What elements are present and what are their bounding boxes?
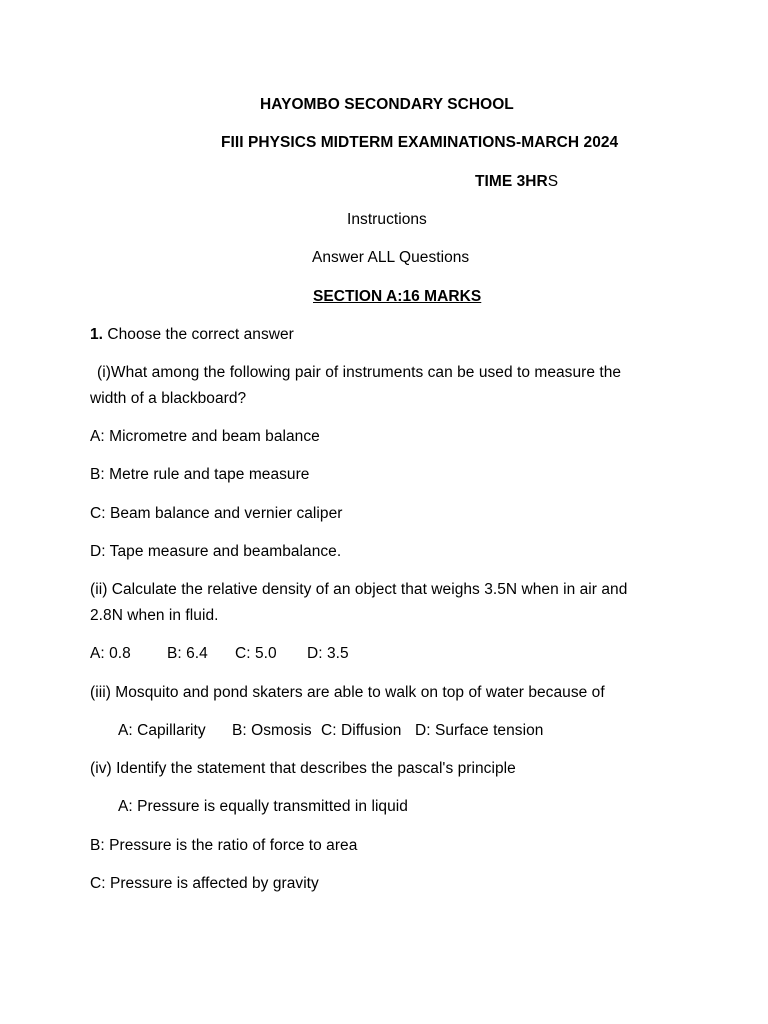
question-ii-option-d: D: 3.5 <box>307 645 349 662</box>
question-i-stem-line-1: (i)What among the following pair of instruments can be used to measure the <box>97 364 622 381</box>
question-i-stem-line-2: width of a blackboard? <box>90 390 247 407</box>
time-allowed <box>475 172 558 192</box>
question-i-option-a: A: Micrometre and beam balance <box>90 428 320 445</box>
time-label: TIME 3HR <box>475 173 548 190</box>
question-1-heading <box>90 325 294 345</box>
question-ii-option-b: B: 6.4 <box>167 645 208 662</box>
question-ii-option-c: C: 5.0 <box>235 645 277 662</box>
question-number: 1. <box>90 326 104 343</box>
question-ii-stem-line-2: 2.8N when in fluid. <box>90 607 219 624</box>
question-ii-stem-line-1: (ii) Calculate the relative density of an object that weighs 3.5N when in air and <box>90 581 628 598</box>
section-a-heading: SECTION A:16 MARKS <box>313 288 482 305</box>
answer-all-instruction: Answer ALL Questions <box>312 249 470 266</box>
exam-title: FIII PHYSICS MIDTERM EXAMINATIONS-MARCH 2024 <box>221 134 619 151</box>
question-iii-option-c: C: Diffusion <box>321 722 402 739</box>
instructions-heading: Instructions <box>347 211 427 228</box>
question-i-option-b: B: Metre rule and tape measure <box>90 466 310 483</box>
question-iv-option-c: C: Pressure is affected by gravity <box>90 875 319 892</box>
time-suffix: S <box>547 173 559 190</box>
question-iii-stem: (iii) Mosquito and pond skaters are able to walk on top of water because of <box>90 684 605 701</box>
question-i-option-c: C: Beam balance and vernier caliper <box>90 505 343 522</box>
question-iv-option-a: A: Pressure is equally transmitted in liquid <box>118 798 408 815</box>
question-iii-option-a: A: Capillarity <box>118 722 206 739</box>
question-iii-option-d: D: Surface tension <box>415 722 544 739</box>
question-prompt: Choose the correct answer <box>103 326 294 343</box>
question-iii-option-b: B: Osmosis <box>232 722 312 739</box>
question-i-option-d: D: Tape measure and beambalance. <box>90 543 342 560</box>
question-ii-option-a: A: 0.8 <box>90 645 131 662</box>
question-iv-option-b: B: Pressure is the ratio of force to area <box>90 837 358 854</box>
school-name: HAYOMBO SECONDARY SCHOOL <box>260 96 514 113</box>
question-iv-stem: (iv) Identify the statement that describes the pascal's principle <box>90 760 516 777</box>
